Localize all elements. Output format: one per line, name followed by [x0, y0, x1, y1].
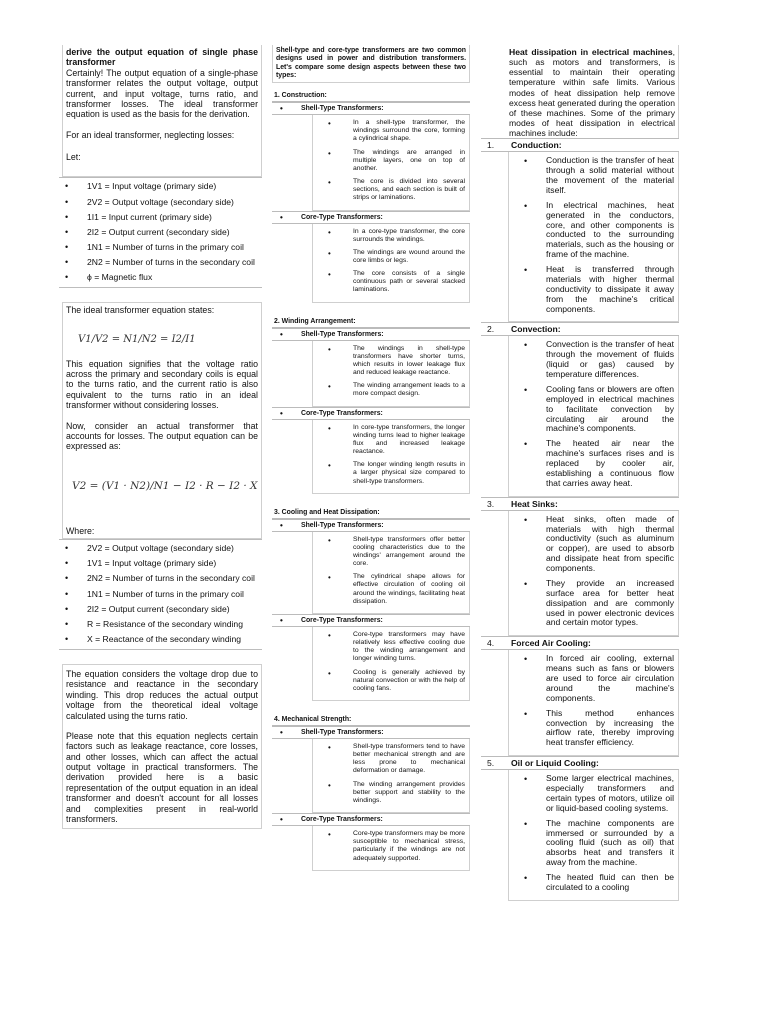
where-item: • 2V2 = Output voltage (secondary side) — [59, 543, 262, 553]
group-box — [312, 826, 470, 871]
list-item: • Heat sinks, often made of materials with high thermal conductivity (such as aluminum or copper), are used to absorb and dissipate heat from specific components. — [513, 515, 674, 574]
mode-heading — [481, 636, 679, 650]
closing-block — [62, 664, 262, 829]
group-list — [317, 424, 465, 486]
group-heading: • Shell-Type Transformers: — [272, 102, 470, 115]
group-box — [312, 420, 470, 494]
mode-box — [508, 511, 679, 637]
comparison-intro-block — [272, 45, 470, 83]
list-item: • The heated fluid can then be circulated to a cooling — [513, 873, 674, 893]
where-item: • X = Reactance of the secondary winding — [59, 634, 262, 644]
list-item: • In core-type transformers, the longer winding turns lead to higher leakage flux and increased leakage reactance. — [317, 424, 465, 457]
where-item: • 2I2 = Output current (secondary side) — [59, 604, 262, 614]
list-item: • Some larger electrical machines, especially transformers and certain types of motors, utilize oil or liquid-based cooling systems. — [513, 774, 674, 814]
mode-list — [513, 515, 674, 629]
let-item: • 1V1 = Input voltage (primary side) — [59, 181, 262, 191]
group-heading: • Shell-Type Transformers: — [272, 519, 470, 532]
mode-title: Forced Air Cooling: — [511, 638, 591, 649]
group-list — [317, 830, 465, 863]
list-item: • They provide an increased surface area for better heat dissipation and are commonly used in power electronic devices and certain motor types. — [513, 579, 674, 628]
mode-number: 4. — [487, 638, 495, 649]
where-item: • 1N1 = Number of turns in the primary coil — [59, 589, 262, 599]
mode-heading — [481, 322, 679, 336]
section-cooling — [272, 506, 470, 701]
heat-intro-bold: Heat dissipation in electrical machines — [509, 47, 673, 57]
ratio-text: This equation signifies that the voltage ratio across the primary and secondary coils is equal to the turns ratio, and the current ratio is also equivalent to the turns ratio in an ideal transformer without considering losses. — [66, 358, 258, 411]
group-list — [317, 119, 465, 202]
mode-title: Heat Sinks: — [511, 498, 558, 509]
derivation-intro: Certainly! The output equation of a single-phase transformer relates the output voltage, output current, and input voltage, turns ratio, and transformer losses. The ideal transformer equation is used as the basis for the derivation. — [66, 67, 258, 120]
mode-list — [513, 156, 674, 314]
list-item: • The heated air near the machine's surfaces rises and is replaced by cooler air, establishing a continuous flow that carries away heat. — [513, 439, 674, 488]
mode-title: Oil or Liquid Cooling: — [511, 758, 599, 769]
section-title: 2. Winding Arrangement: — [272, 315, 470, 328]
group-list — [317, 228, 465, 295]
list-item: • The winding arrangement leads to a more compact design. — [317, 382, 465, 398]
heat-intro-rest: , such as motors and transformers, is essential to maintain their operating temperature within safe limits. Various modes of heat dissipation help remove excess heat generated during the operation of these machines. Some of the primary modes of heat dissipation in electrical machines include: — [509, 47, 675, 139]
group-list — [317, 536, 465, 606]
list-item: • Heat is transferred through materials with higher thermal conductivity to dissipate it away from the machine's critical components. — [513, 265, 674, 314]
list-item: • The core is divided into several sections, and each section is built of strips or laminations. — [317, 178, 465, 202]
group-box — [312, 627, 470, 701]
section-title: 4. Mechanical Strength: — [272, 713, 470, 726]
let-item: • 1I1 = Input current (primary side) — [59, 212, 262, 222]
list-item: • Conduction is the transfer of heat through a solid material without the movement of the material itself. — [513, 156, 674, 196]
derivation-title: derive the output equation of single phase transformer — [66, 47, 258, 68]
group-heading: • Core-Type Transformers: — [272, 211, 470, 224]
list-item: • Cooling is generally achieved by natural convection or with the help of cooling fans. — [317, 669, 465, 693]
group-heading: • Core-Type Transformers: — [272, 813, 470, 826]
let-label: Let: — [66, 152, 81, 162]
column-heat-dissipation — [481, 45, 679, 901]
mode-heading — [481, 756, 679, 770]
mode-list — [513, 340, 674, 488]
mode-title: Convection: — [511, 324, 561, 335]
comparison-intro: Shell-type and core-type transformers are two common designs used in power and distribution transformers. Let's compare some design aspects between these two types: — [276, 47, 466, 79]
list-item: • The cylindrical shape allows for effective circulation of cooling oil around the windings, facilitating heat dissipation. — [317, 573, 465, 606]
let-list-block — [59, 177, 262, 288]
let-item: • 1N1 = Number of turns in the primary coil — [59, 242, 262, 252]
let-item: • 2N2 = Number of turns in the secondary coil — [59, 257, 262, 267]
list-item: • In forced air cooling, external means such as fans or blowers are used to force air circulation around the machine's components. — [513, 654, 674, 703]
group-box — [312, 115, 470, 210]
drop-text: The equation considers the voltage drop due to resistance and reactance in the secondary winding. This drop reduces the actual output voltage from the theoretical ideal voltage calculated using the turns ratio. — [66, 669, 258, 721]
mode-conduction — [481, 138, 679, 322]
list-item: • The winding arrangement provides better support and stability to the windings. — [317, 781, 465, 805]
where-label: Where: — [66, 525, 95, 536]
group-box — [312, 224, 470, 303]
group-heading: • Shell-Type Transformers: — [272, 328, 470, 341]
list-item: • In electrical machines, heat generated in the conductors, core, and other components is conducted to the surrounding materials, such as the housing or frame of the machine. — [513, 201, 674, 260]
mode-convection — [481, 322, 679, 496]
ideal-eq-label: The ideal transformer equation states: — [66, 305, 215, 316]
let-item: • ϕ = Magnetic flux — [59, 272, 262, 282]
mode-title: Conduction: — [511, 140, 562, 151]
mode-heading — [481, 138, 679, 152]
mode-box — [508, 770, 679, 901]
mode-list — [513, 774, 674, 893]
where-list-block — [59, 539, 262, 650]
list-item: • The windings in shell-type transformers have shorter turns, which results in lower leakage flux and reduced leakage reactance. — [317, 345, 465, 378]
group-heading: • Shell-Type Transformers: — [272, 726, 470, 739]
mode-heat-sinks — [481, 497, 679, 637]
section-construction — [272, 89, 470, 303]
section-winding — [272, 315, 470, 494]
mode-box — [508, 650, 679, 756]
group-heading: • Core-Type Transformers: — [272, 407, 470, 420]
mode-number: 5. — [487, 758, 495, 769]
heat-intro-block — [481, 45, 679, 138]
section-title: 3. Cooling and Heat Dissipation: — [272, 506, 470, 519]
group-list — [317, 743, 465, 805]
mode-list — [513, 654, 674, 748]
let-item: • 2I2 = Output current (secondary side) — [59, 227, 262, 237]
mode-box — [508, 152, 679, 322]
list-item: • Core-type transformers may be more susceptible to mechanical stress, particularly if the windings are not adequately supported. — [317, 830, 465, 863]
list-item: • Core-type transformers may have relatively less effective cooling due to the winding arrangement and longer winding turns. — [317, 631, 465, 664]
heat-intro — [509, 47, 675, 138]
group-list — [317, 631, 465, 693]
where-item: • 1V1 = Input voltage (primary side) — [59, 558, 262, 568]
section-mechanical — [272, 713, 470, 871]
group-box — [312, 739, 470, 813]
where-item: • R = Resistance of the secondary winding — [59, 619, 262, 629]
note-text: Please note that this equation neglects certain factors such as leakage reactance, core losses, and other losses, which can affect the actual output voltage in practical transformers. The derivation provided here is a basic representation of the output equation in an ideal transformer and doesn't account for all losses and complexities present in real-world transformers. — [66, 730, 258, 824]
mode-forced-air — [481, 636, 679, 756]
let-item: • 2V2 = Output voltage (secondary side) — [59, 197, 262, 207]
ideal-text: For an ideal transformer, neglecting losses: — [66, 129, 235, 140]
column-transformer-comparison — [272, 45, 470, 871]
ideal-eq-block — [62, 302, 262, 539]
where-list — [59, 539, 262, 650]
group-box — [312, 341, 470, 407]
list-item: • This method enhances convection by increasing the airflow rate, thereby improving heat transfer efficiency. — [513, 709, 674, 749]
mode-number: 3. — [487, 498, 495, 509]
list-item: • Convection is the transfer of heat through the movement of fluids (liquid or gas) caused by temperature differences. — [513, 340, 674, 380]
section-title: 1. Construction: — [272, 89, 470, 102]
let-list — [59, 177, 262, 288]
list-item: • Shell-type transformers offer better cooling characteristics due to the windings' arrangement around the core. — [317, 536, 465, 569]
mode-oil-cooling — [481, 756, 679, 901]
list-item: • The machine components are immersed or surrounded by a cooling fluid (such as oil) that absorbs heat and transfers it away from the machine. — [513, 819, 674, 868]
where-item: • 2N2 = Number of turns in the secondary coil — [59, 573, 262, 583]
list-item: • Shell-type transformers tend to have better mechanical strength and are less prone to mechanical deformation or damage. — [317, 743, 465, 776]
actual-text: Now, consider an actual transformer that accounts for losses. The output equation can be expressed as: — [66, 420, 258, 452]
list-item: • In a shell-type transformer, the windings surround the core, forming a cylindrical shape. — [317, 119, 465, 143]
ideal-equation: V1/V2 = N1/N2 = I2/I1 — [78, 333, 196, 345]
column-transformer-derivation — [62, 45, 262, 829]
mode-heading — [481, 497, 679, 511]
mode-number: 1. — [487, 140, 495, 151]
mode-number: 2. — [487, 324, 495, 335]
actual-equation: V2 = (V1 · N2)/N1 − I2 · R − I2 · X — [72, 479, 258, 492]
list-item: • In a core-type transformer, the core surrounds the windings. — [317, 228, 465, 244]
group-heading: • Core-Type Transformers: — [272, 614, 470, 627]
list-item: • The windings are wound around the core limbs or legs. — [317, 249, 465, 265]
intro-block — [62, 45, 262, 177]
list-item: • The longer winding length results in a larger physical size compared to shell-type transformers. — [317, 461, 465, 485]
mode-box — [508, 336, 679, 496]
group-list — [317, 345, 465, 399]
group-box — [312, 532, 470, 614]
list-item: • The core consists of a single continuous path or several stacked laminations. — [317, 270, 465, 294]
list-item: • The windings are arranged in multiple layers, one on top of another. — [317, 149, 465, 173]
list-item: • Cooling fans or blowers are often employed in electrical machines to facilitate convection by circulating air around the machine's components. — [513, 385, 674, 434]
